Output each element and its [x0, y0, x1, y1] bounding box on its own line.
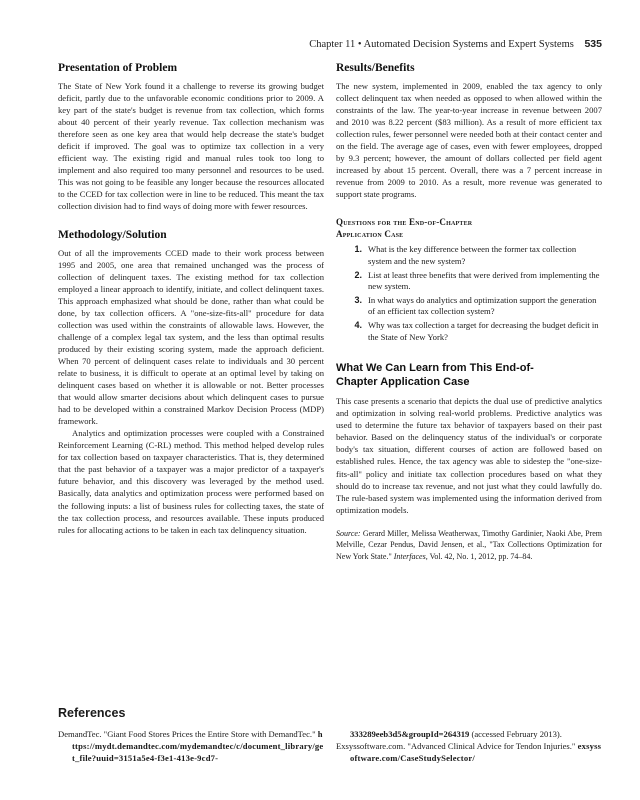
- methodology-heading: Methodology/Solution: [58, 228, 167, 241]
- question-text: List at least three benefits that were derived from implementing the new system.: [368, 269, 600, 292]
- bullet-separator: •: [357, 39, 362, 50]
- source-label: Source:: [336, 528, 361, 538]
- presentation-heading: Presentation of Problem: [58, 62, 178, 74]
- results-body: The new system, implemented in 2009, enabled the tax agency to only collect delinquent tax when needed as opposed to when allowed within the constraints of the law. The year-to-year increase in revenue between 2007 and 2010 was 8.22 percent ($83 million). As a result of more efficient tax collection rules, fewer personnel were needed both at their contact center and on the field. The average age of cases, even with fewer employees, dropped by 9.3 percent; however, the amount of dollars collected per field agent increased by about 15 percent. Overall, there was a 7 percent increase in revenue from 2009 to 2010. As a result, more revenue was generated to support state programs.: [336, 81, 602, 200]
- references-left-column: [58, 728, 324, 764]
- reference-text: Exsyssoftware.com. "Advanced Clinical Advice for Tendon Injuries.": [336, 741, 578, 751]
- question-text: Why was tax collection a target for decreasing the budget deficit in the State of New York?: [368, 320, 599, 342]
- list-item: [336, 270, 602, 293]
- questions-heading-line-1: Questions for the End-of-Chapter: [336, 217, 473, 228]
- questions-list: [336, 244, 602, 343]
- question-number: 1.: [354, 244, 362, 255]
- question-number: 3.: [354, 294, 362, 305]
- references-heading: References: [58, 706, 126, 720]
- learn-heading-line-1: What We Can Learn from This End-of-: [336, 362, 534, 375]
- results-heading: Results/Benefits: [336, 62, 415, 74]
- list-item: [336, 320, 602, 343]
- question-text: In what ways do analytics and optimization support the generation of an efficient tax collection system?: [368, 294, 597, 317]
- right-column: [336, 62, 602, 562]
- reference-continuation: [336, 728, 602, 740]
- references-right-column: [336, 728, 602, 764]
- running-head: [309, 38, 602, 50]
- questions-heading: [336, 216, 602, 240]
- reference-continuation-text: (accessed February 2013).: [469, 729, 562, 739]
- source-journal: Interfaces,: [393, 551, 428, 561]
- reference-entry: [58, 728, 324, 764]
- source-citation: [336, 528, 602, 563]
- chapter-label: Chapter 11: [309, 39, 356, 50]
- reference-url[interactable]: exsyssoftware.com/CaseStudySelector/: [350, 741, 602, 763]
- learn-body: This case presents a scenario that depicts the dual use of predictive analytics and optimization in solving real-world problems. Predictive analytics was used to determine the future tax behavior of taxpayers based on their past behavior. Based on the delinquency status of the individual's or corporate body's tax situation, different courses of action are followed based on established rules. Hence, the tax agency was able to sidestep the "one-size-fits-all" policy and initiate tax collection procedures based on what they should do to increase tax revenue, and not just what they could lawfully do. The rule-based system was implemented using the information derived from optimization models.: [336, 396, 602, 515]
- page-number: 535: [584, 38, 602, 50]
- reference-url[interactable]: https://mydt.demandtec.com/mydemandtec/c/document_library/get_file?uuid=3151a5e4-f3e1-413e-9cd7-: [72, 729, 324, 763]
- source-text-before: Gerard Miller, Melissa Weatherwax, Timothy Gardinier, Naoki Abe, Prem Melville, Cezar Pendus, David Jensen, et al., "Tax Collections Optimization for New York State.": [336, 528, 602, 561]
- methodology-body-1: Out of all the improvements CCED made to their work process between 1995 and 2005, one area that remained unchanged was the process of collection of delinquent taxes. The existing method for tax collection employed a linear approach to identify, initiate, and collect delinquent taxes. This approach emphasized what should be done, rather than what could be done, by tax collection officers. A "one-size-fits-all" procedure for data collection was used within the constraints of allowable laws. However, the challenge of a complex legal tax system, and the less than optimal results produced by their existing scoring system, made the approach deficient. When 70 percent of delinquent cases relate to individuals and 30 percent relate to business, it is difficult to operate at an optimal level by taking on delinquent cases based on whether it is allowable or not. Better processes that would allow smarter decisions about which delinquent cases to pursue had to be developed within a constrained Markov Decision Process (MDP) framework.: [58, 247, 324, 427]
- learn-heading: [336, 361, 602, 389]
- reference-text: DemandTec. "Giant Food Stores Prices the Entire Store with DemandTec.": [58, 729, 318, 739]
- left-column: [58, 62, 324, 536]
- reference-url-continuation[interactable]: 333289eeb3d5&groupId=264319: [350, 729, 470, 739]
- source-text-after: Vol. 42, No. 1, 2012, pp. 74–84.: [427, 551, 533, 561]
- question-text: What is the key difference between the former tax collection system and the new system?: [368, 244, 577, 267]
- list-item: [336, 244, 602, 267]
- references-section: [58, 706, 602, 764]
- methodology-body-2: Analytics and optimization processes were coupled with a Constrained Reinforcement Learning (C-RL) method. This method helped develop rules for tax collection based on taxpayer characteristics. That is, they determined that the past behavior of a taxpayer was a major predictor of a taxpayer's future behavior, and this discovery was leveraged by the method used. Basically, data analytics and optimization process were performed based on the following inputs: a list of business rules for collecting taxes, the state of the tax collection process, and resources available. These inputs produced rules for allocating actions to be taken in each tax delinquency situation.: [58, 428, 324, 535]
- list-item: [336, 295, 602, 318]
- questions-heading-line-2: Application Case: [336, 229, 404, 240]
- presentation-body: The State of New York found it a challenge to reverse its growing budget deficit, partly due to the unfavorable economic conditions prior to 2009. A key part of the state's budget is revenue from tax collection, which forms about 40 percent of their yearly revenue. Tax collection mechanism was therefore seen as one key area that would help decrease the state's budget deficit if improved. The goal was to optimize tax collection in a very efficient way. The existing rigid and manual rules took too long to implement and also required too many personnel and resources to be used. This was not going to be feasible any longer because the resources allocated to the CCED for tax collection were in line to be reduced. This meant the tax collection division had to find ways of doing more with fewer resources.: [58, 81, 324, 212]
- learn-heading-line-2: Chapter Application Case: [336, 376, 470, 389]
- question-number: 2.: [354, 269, 362, 280]
- chapter-title: Automated Decision Systems and Expert Systems: [363, 39, 574, 50]
- question-number: 4.: [354, 320, 362, 331]
- reference-entry: [336, 740, 602, 764]
